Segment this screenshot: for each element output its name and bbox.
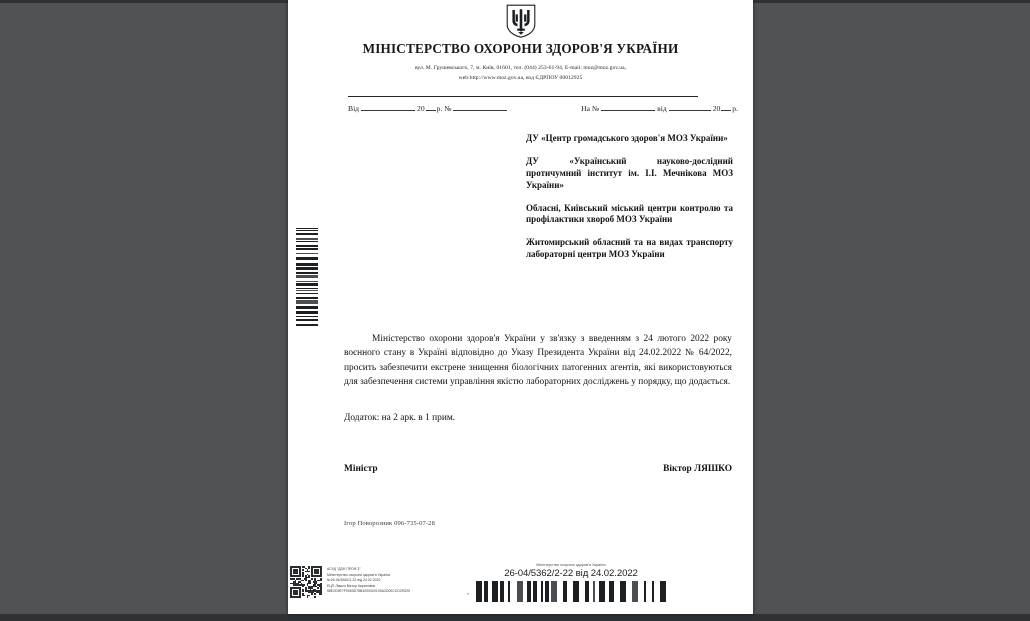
- addressee-item: ДУ «Центр громадського здоров'я МОЗ України»: [526, 133, 728, 143]
- contacts-line-1: вул. М. Грушевського, 7, м. Київ, 01601, тел. (044) 253-61-94, E-mail: moz@moz.gov.ua,: [414, 65, 627, 71]
- signer-name: Віктор ЛЯШКО: [663, 464, 732, 474]
- signer-position: Міністр: [344, 464, 378, 474]
- addressee-block: [526, 133, 733, 261]
- reference-to-year: 20: [712, 104, 721, 113]
- registration-number: 26-04/5362/2-22 від 24.02.2022: [504, 568, 638, 579]
- contacts-line-2: web:http://www.moz.gov.ua, код ЄДРПОУ 00012925: [458, 74, 583, 81]
- margin-barcode: [296, 228, 318, 326]
- reference-to-blank: [601, 103, 655, 111]
- margin-barcode-bars: [296, 228, 318, 326]
- reference-to-date-blank: [669, 103, 711, 111]
- digital-signature-stamp: [290, 566, 410, 598]
- reference-number-blank: [453, 103, 507, 111]
- document-body: Міністерство охорони здоров'я України у зв'язку з введенням з 24 лютого 2022 року воєнного стану в Україні відповідно до Указу Президента України від 24.02.2022 № 64/2022, просить забезпечити екстрене знищення біологічних патогенних агентів, які використовуються для забезпечення системи управління якістю лабораторних досліджень у порядку, що додається.: [344, 334, 732, 387]
- signature-line: 58E2D9E7F9063D78B4000000109A2D00CCD29O00: [327, 589, 411, 594]
- signature-block: [344, 464, 732, 474]
- reference-from-blank: [361, 103, 415, 111]
- reference-from-suffix: р. №: [436, 104, 452, 113]
- signature-line: Міністерство охорони здоров'я України: [327, 572, 391, 577]
- digital-signature-text: [327, 566, 410, 595]
- registration-organization: Міністерство охорони здоров'я України: [536, 563, 606, 567]
- organization-contacts: [358, 64, 683, 84]
- barcode-caret: »: [467, 591, 470, 596]
- footer-stamp-area: [288, 563, 753, 611]
- addressee-item: Житомирський обласний та на видах транспорту лабораторні центри МОЗ України: [526, 237, 733, 260]
- reference-line: [348, 103, 738, 113]
- reference-from-year-blank: [426, 103, 436, 111]
- reference-to-label: На №: [581, 104, 600, 113]
- registration-number-stamp: [460, 563, 682, 602]
- reference-to-year-blank: [721, 103, 731, 111]
- signature-line: ЕЦП Ляшко Віктор Кирилович: [327, 583, 376, 588]
- attachment-note: Додаток: на 2 арк. в 1 прим.: [344, 413, 456, 423]
- document-page[interactable]: [288, 0, 753, 614]
- header-divider: [348, 96, 698, 97]
- reference-to-suffix: р.: [732, 104, 738, 113]
- viewer-bottom-edge: [0, 614, 1030, 621]
- barcode: [468, 581, 674, 602]
- signature-line: АСУД "ДОК ПРОФ 3": [327, 567, 361, 571]
- signature-line: №26-04/5362/2-22 від 24.02.2022: [327, 578, 381, 583]
- reference-from-year: 20: [417, 104, 425, 113]
- addressee-item: Обласні, Київський міський центри контролю та профілактики хвороб МОЗ України: [526, 202, 733, 225]
- page-title: МІНІСТЕРСТВО ОХОРОНИ ЗДОРОВ'Я УКРАЇНИ: [362, 41, 679, 56]
- reference-from-label: Від: [348, 104, 360, 113]
- reference-to-date-label: від: [657, 104, 667, 113]
- ukraine-trident-emblem: [288, 4, 753, 43]
- qr-code: [290, 566, 322, 598]
- reference-outgoing: [348, 103, 509, 113]
- executor-contact: Ігор Поворозник 096-735-07-28: [344, 520, 435, 527]
- addressee-item: ДУ «Український науково-дослідний протичумний інститут ім. І.І. Мечнікова МОЗ України»: [526, 155, 733, 190]
- reference-incoming: [581, 103, 738, 113]
